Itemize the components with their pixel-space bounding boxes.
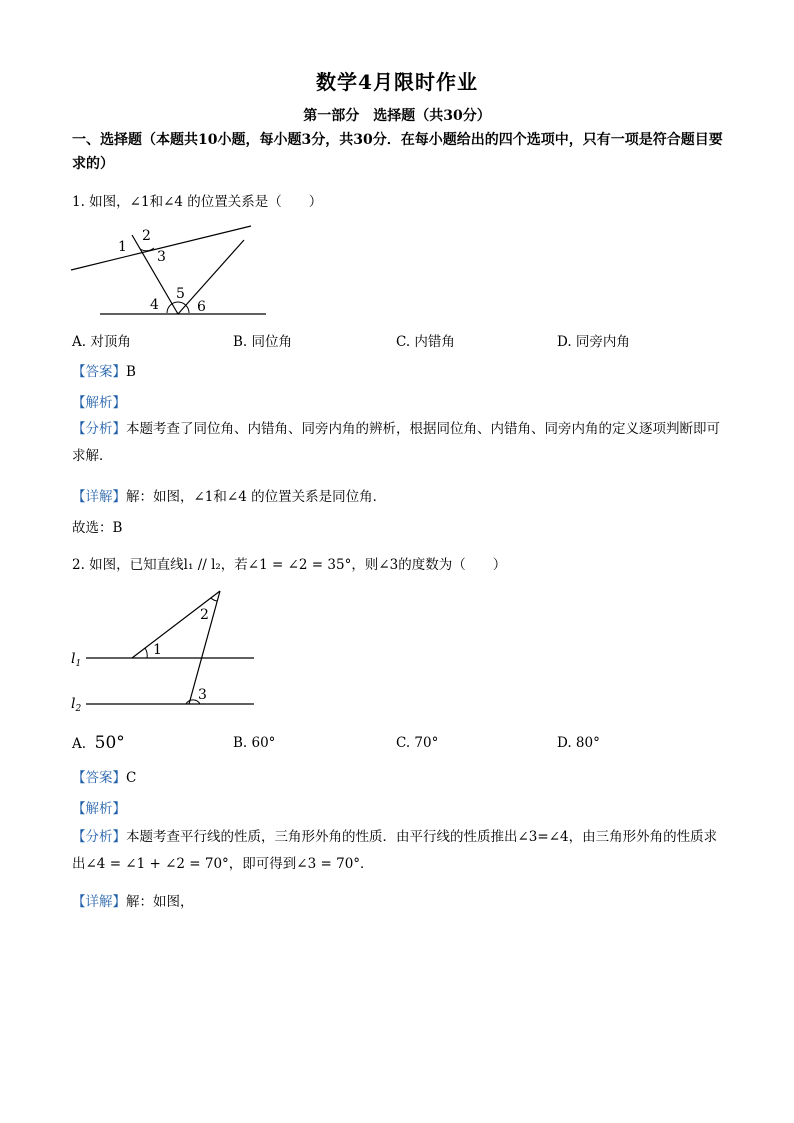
q2-analysis-heading (72, 797, 126, 817)
q1-angle-label-1: 1 (118, 239, 127, 255)
q1-fenxi-tag: 【分析】 (72, 421, 126, 437)
q1-analysis-heading (72, 391, 126, 411)
q2-fenxi-text: 本题考查平行线的性质，三角形外角的性质．由平行线的性质推出∠3=∠4，由三角形外角的性质求出∠4 = ∠1 + ∠2 = 70°，即可得到∠3 = 70°． (72, 829, 718, 872)
q1-analysis-tag: 【解析】 (72, 395, 126, 411)
q1-conclusion: 故选：B (72, 520, 123, 536)
q1-angle-label-2: 2 (142, 228, 151, 244)
q2-option-a-value: 50° (94, 733, 125, 753)
q2-angle-label-3: 3 (198, 687, 207, 703)
q1-option-b: B. 同位角 (233, 334, 293, 350)
q1-answer-tag: 【答案】 (72, 364, 126, 380)
q1-angle-label-3: 3 (157, 249, 166, 265)
q2-option-d: D. 80° (557, 735, 600, 751)
q1-answer-value: B (126, 364, 136, 380)
q1-option-a: A. 对顶角 (72, 334, 131, 350)
q2-analysis-tag: 【解析】 (72, 801, 126, 817)
part-heading: 第一部分 选择题（共30分） (303, 108, 491, 124)
q2-option-c: C. 70° (396, 735, 439, 751)
q1-angle-label-5: 5 (176, 286, 185, 302)
q2-figure (66, 585, 266, 720)
q2-line-l2-label (71, 696, 81, 714)
q2-answer (72, 766, 136, 786)
q2-line-l2-letter: l (71, 696, 76, 712)
page-title: 数学4月限时作业 (316, 70, 478, 94)
q2-fenxi-tag: 【分析】 (72, 829, 126, 845)
q2-fenxi (72, 824, 728, 878)
q2-option-b: B. 60° (233, 735, 276, 751)
q1-answer (72, 360, 136, 380)
q2-option-a-letter: A. (72, 736, 87, 752)
q1-option-c: C. 内错角 (396, 334, 455, 350)
q2-answer-tag: 【答案】 (72, 770, 126, 786)
q2-stem: 2. 如图，已知直线l₁ // l₂，若∠1 = ∠2 = 35°，则∠3的度数为（ ） (72, 557, 507, 573)
q2-angle-label-1: 1 (153, 642, 162, 658)
q2-line-l2-subscript: 2 (75, 704, 82, 714)
q1-xiangjie-text: 解：如图，∠1和∠4 的位置关系是同位角． (126, 489, 387, 505)
q2-xiangjie-tag: 【详解】 (72, 894, 126, 910)
q2-xiangjie (72, 890, 194, 910)
q1-fenxi-text: 本题考查了同位角、内错角、同旁内角的辨析，根据同位角、内错角、同旁内角的定义逐项判断即可求解． (72, 421, 720, 464)
q2-angle-label-2: 2 (200, 607, 209, 623)
q1-xiangjie (72, 485, 386, 505)
q1-figure (66, 220, 276, 320)
q1-fenxi (72, 416, 728, 470)
q1-stem: 1. 如图，∠1和∠4 的位置关系是（ ） (72, 194, 323, 210)
q2-answer-value: C (126, 770, 137, 786)
q1-angle-label-6: 6 (197, 299, 206, 315)
q1-angle-label-4: 4 (150, 297, 159, 313)
q2-line-l1-subscript: 1 (75, 659, 82, 669)
q2-option-a (72, 733, 125, 753)
section-heading: 一、选择题（本题共10小题，每小题3分，共30分．在每小题给出的四个选项中，只有一项是符合题目要求的） (72, 132, 723, 172)
q2-xiangjie-text: 解：如图， (126, 894, 194, 910)
q1-xiangjie-tag: 【详解】 (72, 489, 126, 505)
q2-line-l1-letter: l (71, 651, 76, 667)
q2-line-l1-label (71, 651, 81, 669)
q1-option-d: D. 同旁内角 (557, 334, 630, 350)
